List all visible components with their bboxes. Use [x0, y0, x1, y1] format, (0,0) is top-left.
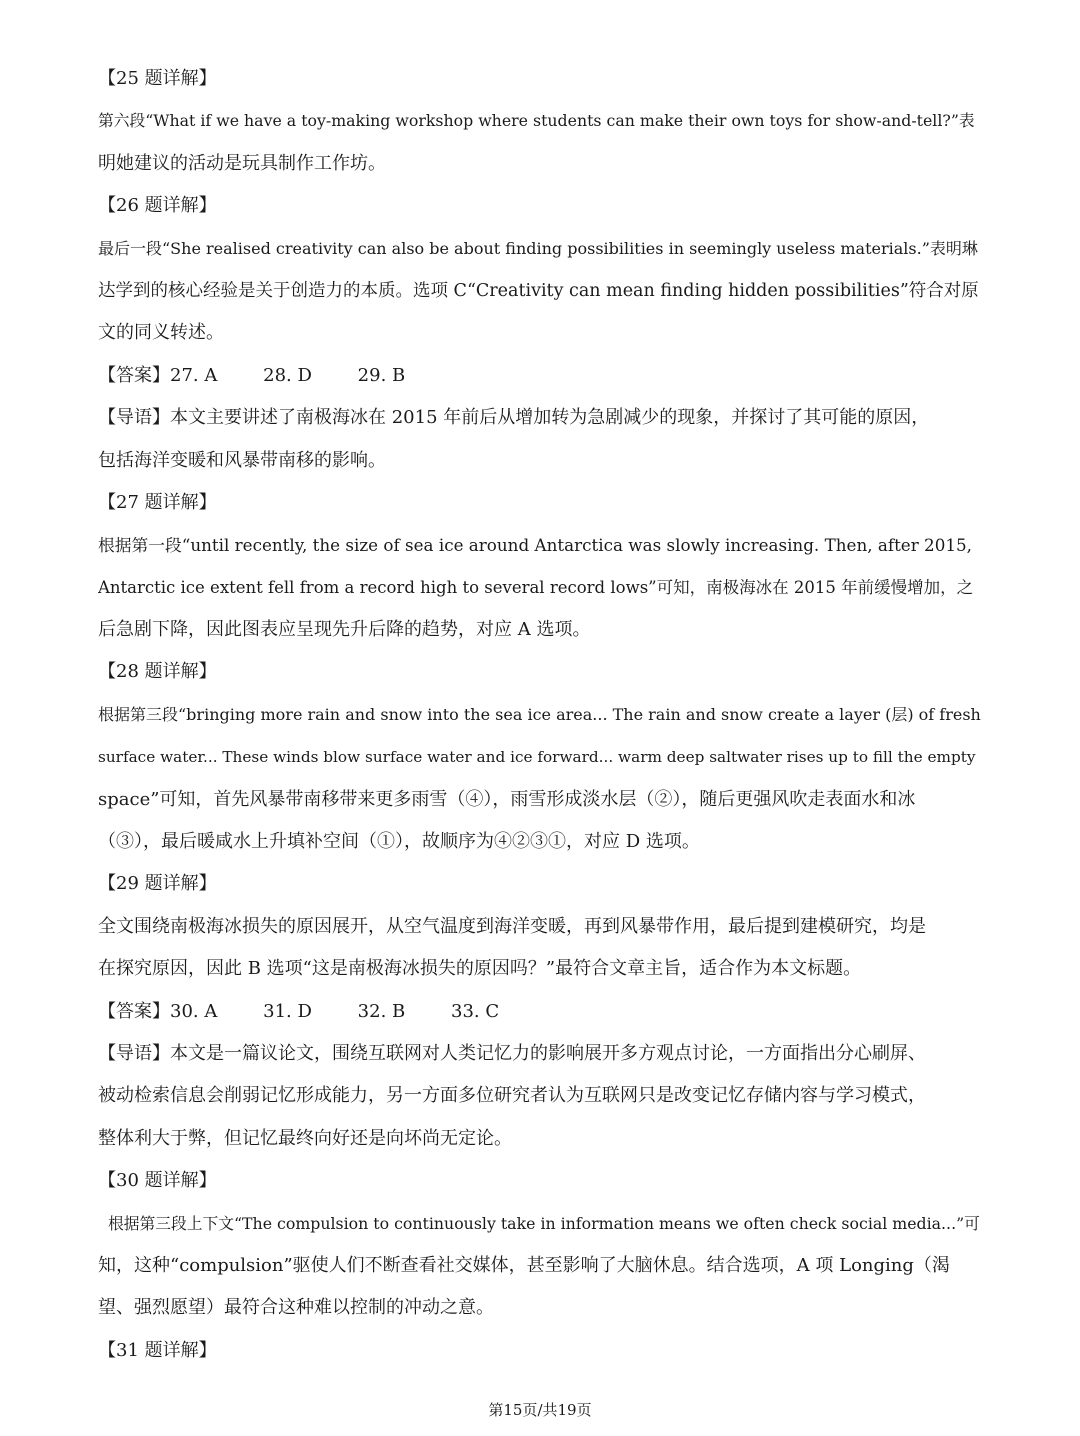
- answer-line-27-29: 【答案】27. A 28. D 29. B: [98, 364, 406, 386]
- paragraph-line: 根据第三段上下文“The compulsion to continuously take in information means we often check social media...”可: [108, 1213, 980, 1233]
- document-body: [98, 58, 982, 1372]
- paragraph-line: 文的同义转述。: [98, 322, 224, 344]
- section-heading-30: 【30 题详解】: [98, 1170, 217, 1192]
- paragraph-line: 在探究原因，因此 B 选项“这是南极海冰损失的原因吗？”最符合文章主旨，适合作为本文标题。: [98, 958, 862, 980]
- paragraph-line: 后急剧下降，因此图表应呈现先升后降的趋势，对应 A 选项。: [98, 619, 591, 641]
- paragraph-line: 知，这种“compulsion”驱使人们不断查看社交媒体，甚至影响了大脑休息。结合选项，A 项 Longing（渴: [98, 1254, 950, 1276]
- paragraph-line: 根据第三段“bringing more rain and snow into the sea ice area... The rain and snow create a layer (层) of fresh: [98, 704, 981, 724]
- intro-line: 【导语】本文主要讲述了南极海冰在 2015 年前后从增加转为急剧减少的现象，并探讨了其可能的原因，: [98, 407, 930, 429]
- paragraph-line: 望、强烈愿望）最符合这种难以控制的冲动之意。: [98, 1297, 494, 1319]
- section-heading-28: 【28 题详解】: [98, 661, 217, 683]
- section-heading-29: 【29 题详解】: [98, 873, 217, 895]
- answer-line-30-33: 【答案】30. A 31. D 32. B 33. C: [98, 1000, 500, 1022]
- paragraph-line: 最后一段“She realised creativity can also be about finding possibilities in seemingly useless materials.”表明琳: [98, 238, 978, 258]
- section-heading-25: 【25 题详解】: [98, 68, 217, 89]
- paragraph-line: 第六段“What if we have a toy-making workshop where students can make their own toys for show-and-tell?”表: [98, 111, 975, 131]
- section-heading-26: 【26 题详解】: [98, 195, 217, 217]
- intro-line: 【导语】本文是一篇议论文，围绕互联网对人类记忆力的影响展开多方观点讨论，一方面指出分心刷屏、: [98, 1042, 926, 1064]
- paragraph-line: 明她建议的活动是玩具制作工作坊。: [98, 152, 386, 174]
- paragraph-line: surface water... These winds blow surface water and ice forward... warm deep saltwater rises up to fill the empty: [98, 748, 976, 767]
- paragraph-line: Antarctic ice extent fell from a record high to several record lows”可知，南极海冰在 2015 年前缓慢增加，之: [98, 577, 974, 597]
- paragraph-line: space”可知，首先风暴带南移带来更多雨雪（④），雨雪形成淡水层（②），随后更强风吹走表面水和冰: [98, 788, 916, 810]
- intro-line: 被动检索信息会削弱记忆形成能力，另一方面多位研究者认为互联网只是改变记忆存储内容与学习模式，: [98, 1085, 926, 1107]
- paragraph-line: 全文围绕南极海冰损失的原因展开，从空气温度到海洋变暖，再到风暴带作用，最后提到建模研究，均是: [98, 915, 926, 937]
- paragraph-line: 根据第一段“until recently, the size of sea ice around Antarctica was slowly increasing. Then, after 2015,: [98, 535, 973, 556]
- page-number-footer: 第15页/共19页: [488, 1401, 592, 1419]
- paragraph-line: 达学到的核心经验是关于创造力的本质。选项 C“Creativity can mean finding hidden possibilities”符合对原: [98, 280, 979, 301]
- intro-line: 包括海洋变暖和风暴带南移的影响。: [98, 449, 386, 471]
- paragraph-line: （③），最后暖咸水上升填补空间（①），故顺序为④②③①，对应 D 选项。: [98, 831, 700, 853]
- section-heading-31: 【31 题详解】: [98, 1339, 217, 1361]
- section-heading-27: 【27 题详解】: [98, 491, 217, 513]
- intro-line: 整体利大于弊，但记忆最终向好还是向坏尚无定论。: [98, 1127, 512, 1149]
